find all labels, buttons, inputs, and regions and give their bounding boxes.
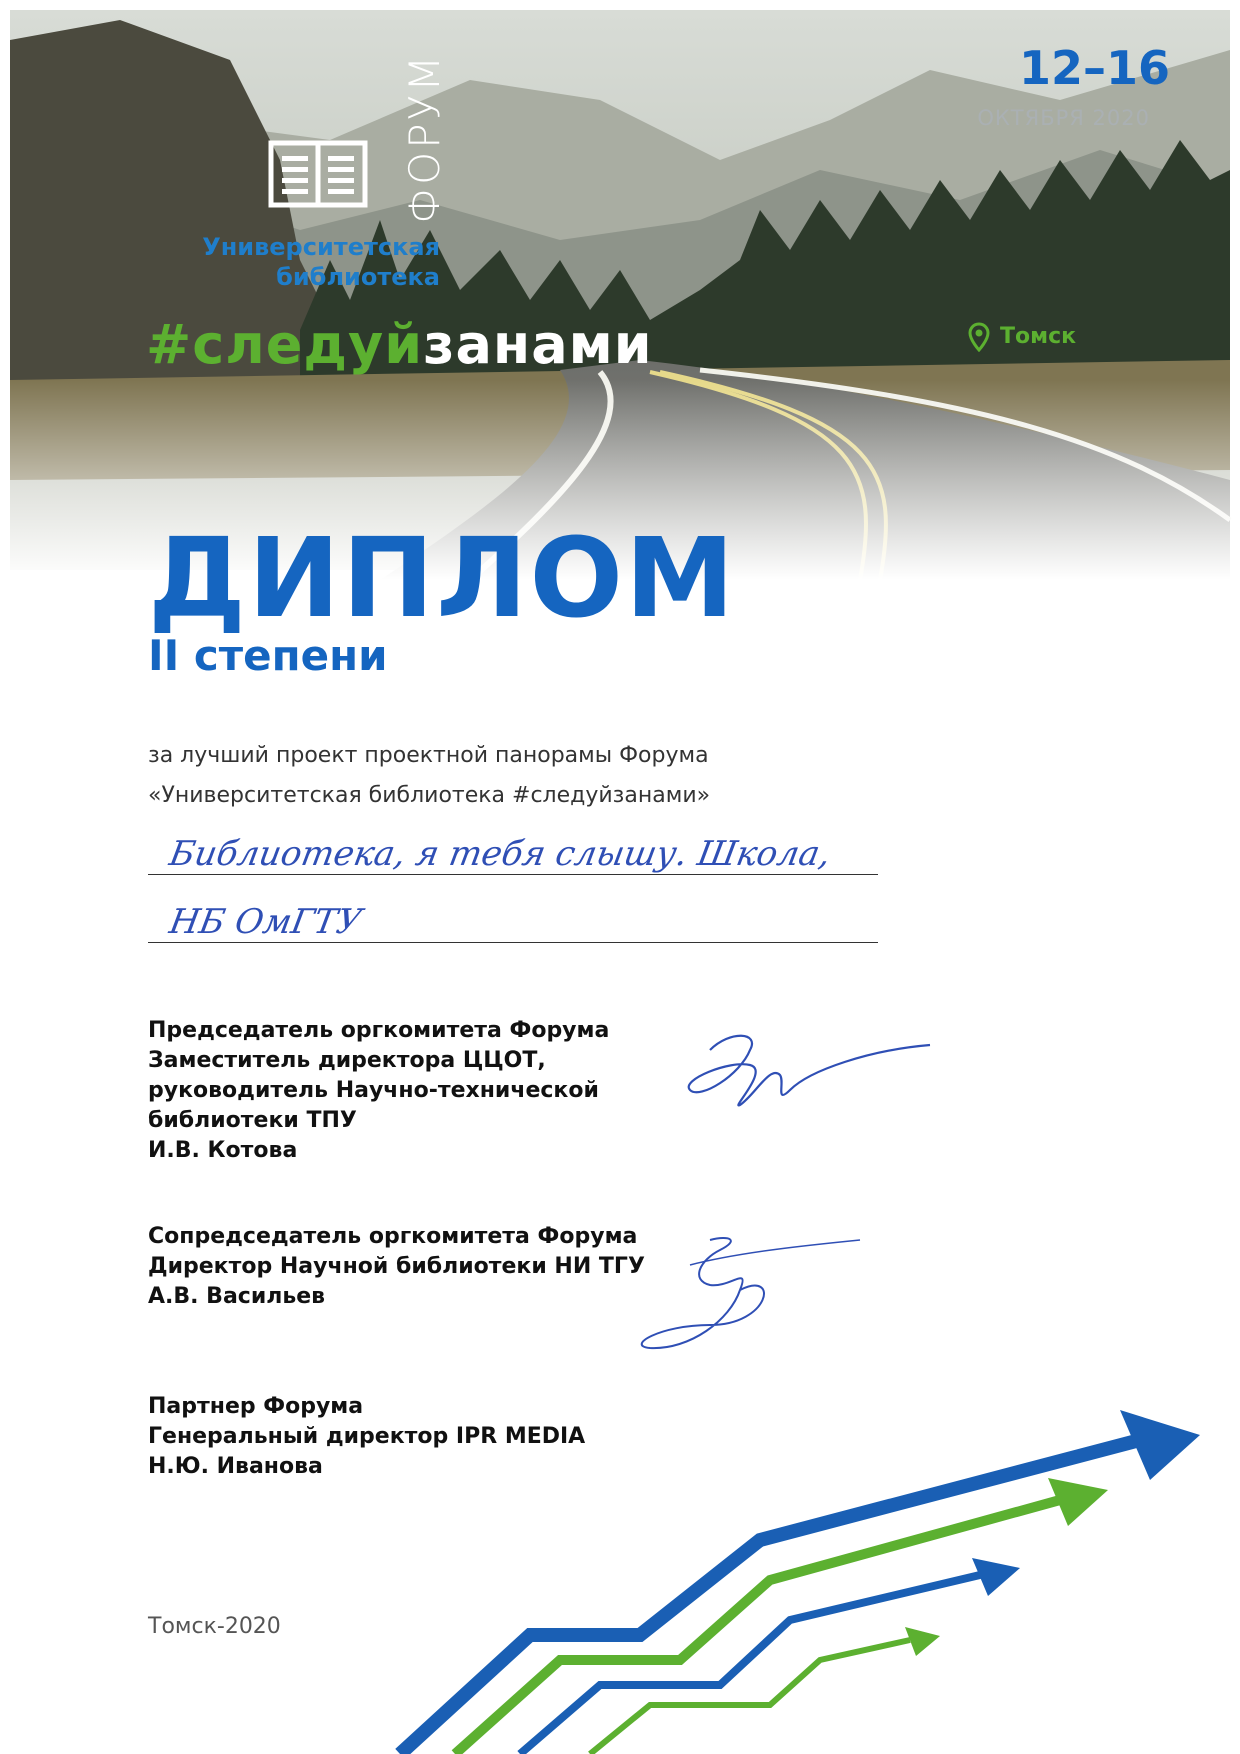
hashtag-green-part: #следуй [146, 313, 424, 376]
map-pin-icon [968, 322, 990, 352]
handwritten-recipient-line2: НБ ОмГТУ [166, 902, 365, 942]
signatory-line: Заместитель директора ЦЦОТ, [148, 1048, 546, 1073]
handwritten-recipient-line1: Библиотека, я тебя слышу. Школа, [166, 834, 834, 874]
underline-rule [148, 874, 878, 875]
signatory-line: Директор Научной библиотеки НИ ТГУ [148, 1254, 645, 1279]
hashtag-white-part: занами [423, 313, 653, 376]
diploma-title: ДИПЛОМ [148, 514, 737, 642]
underline-rule [148, 942, 878, 943]
arrows-decoration [0, 1140, 1240, 1754]
event-city: Томск [1000, 324, 1077, 349]
footer-city-year: Томск-2020 [148, 1614, 281, 1639]
event-date-range: 12–16 [1018, 41, 1170, 95]
forum-name-line2: библиотека [276, 263, 440, 291]
signatory-name: А.В. Васильев [148, 1284, 326, 1309]
signatory-line: руководитель Научно-технической [148, 1078, 599, 1103]
diploma-degree: II степени [148, 631, 388, 680]
signatory-line: библиотеки ТПУ [148, 1108, 357, 1133]
diploma-description-line1: за лучший проект проектной панорамы Форума [148, 743, 709, 768]
book-icon [268, 140, 368, 208]
signatory-line: Сопредседатель оргкомитета Форума [148, 1224, 638, 1249]
forum-vertical-word: ФОРУМ [400, 52, 449, 224]
signatory-name: И.В. Котова [148, 1138, 298, 1163]
signature-icon [670, 1020, 950, 1130]
event-date-month: ОКТЯБРЯ 2020 [977, 106, 1150, 130]
signatory-line: Председатель оргкомитета Форума [148, 1018, 610, 1043]
signatory-line: Генеральный директор IPR MEDIA [148, 1424, 586, 1449]
signatory-name: Н.Ю. Иванова [148, 1454, 323, 1479]
forum-hashtag [146, 310, 653, 380]
diploma-description-line2: «Университетская библиотека #следуйзанами» [148, 783, 711, 808]
forum-name-line1: Университетская [202, 233, 440, 261]
signatory-line: Партнер Форума [148, 1394, 364, 1419]
